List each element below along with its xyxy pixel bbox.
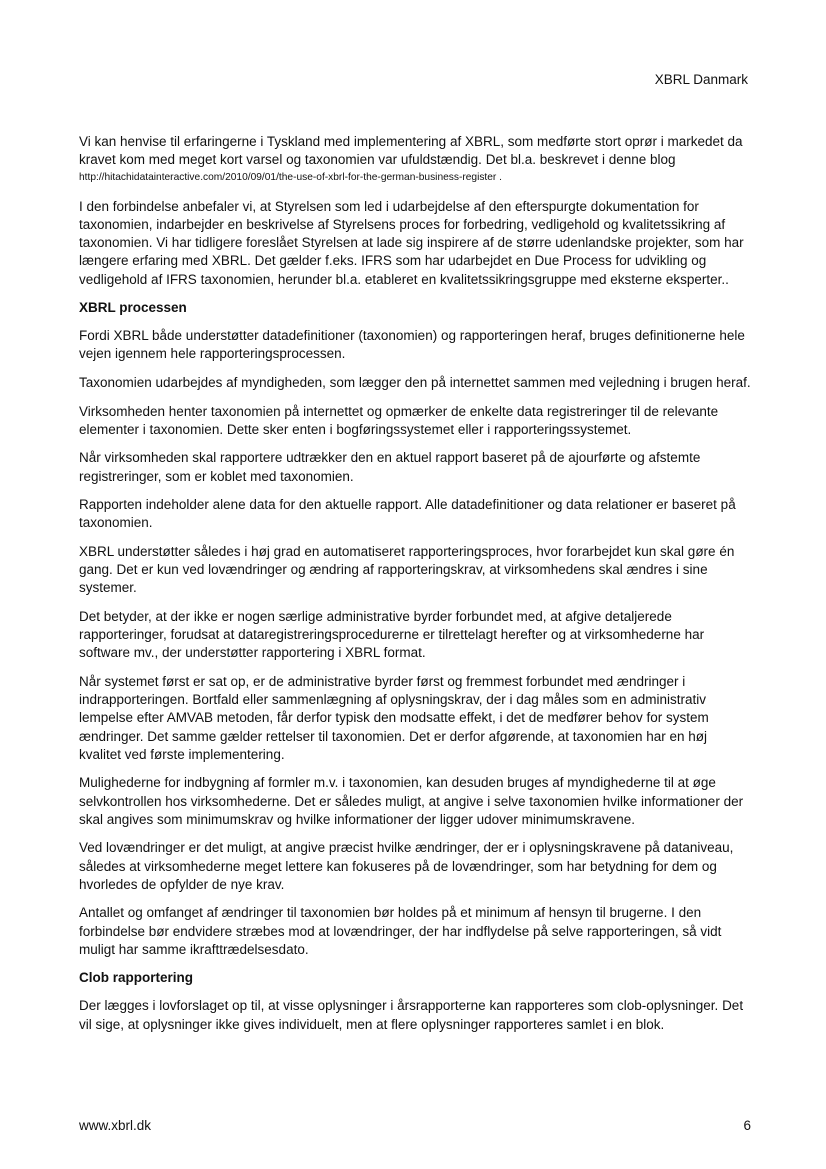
- section-heading-xbrl-processen: XBRL processen: [79, 300, 187, 316]
- intro-paragraph-1-text: Vi kan henvise til erfaringerne i Tyskland med implementering af XBRL, som medførte stort oprør i markedet da kravet kom med meget kort varsel og taxonomien var ufuldstændig. Det bl.a. beskrevet i denne blog: [79, 134, 743, 168]
- footer-website: www.xbrl.dk: [79, 1118, 152, 1133]
- section1-paragraph: Rapporten indeholder alene data for den aktuelle rapport. Alle datadefinitioner og data relationer er baseret på taxonomien.: [79, 497, 736, 531]
- document-body: [79, 133, 751, 1044]
- section-heading-clob-rapportering: Clob rapportering: [79, 970, 193, 986]
- section1-paragraph: Mulighederne for indbygning af formler m.v. i taxonomien, kan desuden bruges af myndighederne til at øge selvkontrollen hos virksomhederne. Det er således muligt, at angive i selve taxonomien hvilke informationer der skal angives som minimumskrav og hvilke informationer der ligger udover minimumskravene.: [79, 775, 744, 827]
- section1-paragraph: Antallet og omfanget af ændringer til taxonomien bør holdes på et minimum af hensyn til brugerne. I den forbindelse bør endvidere stræbes mod at lovændringer, der har indflydelse på selve rapporteringen, så vidt muligt har samme ikrafttrædelsesdato.: [79, 905, 722, 957]
- footer-page-number: 6: [743, 1118, 751, 1133]
- section1-paragraph: Når systemet først er sat op, er de administrative byrder først og fremmest forbundet med ændringer i indrapporteringen. Bortfald eller sammenlægning af oplysningskrav, der i dag måles som en administrativ lempelse efter AMVAB metoden, får derfor typisk den modsatte effekt, i det de medfører behov for system ændringer. Det samme gælder rettelser til taxonomien. Det er derfor afgørende, at taxonomien har en høj kvalitet ved første implementering.: [79, 673, 709, 762]
- section1-paragraph: Det betyder, at der ikke er nogen særlige administrative byrder forbundet med, at afgive detaljerede rapporteringer, forudsat at dataregistreringsprocedurerne er tilrettelagt herefter og at virksomhederne har software mv., der understøtter rapportering i XBRL format.: [79, 608, 705, 661]
- section1-paragraph: Når virksomheden skal rapportere udtrækker den en aktuel rapport baseret på de ajourførte og afstemte registreringer, som er koblet med taxonomien.: [79, 450, 701, 484]
- section1-paragraph: Ved lovændringer er det muligt, at angive præcist hvilke ændringer, der er i oplysningskravene på dataniveau, således at virksomhederne meget lettere kan fokuseres på de lovændringer, som har betydning for dem og hvorledes de opfylder de nye krav.: [79, 840, 734, 892]
- intro-paragraph-2: I den forbindelse anbefaler vi, at Styrelsen som led i udarbejdelse af den efterspurgte dokumentation for taxonomien, indarbejder en beskrivelse af Styrelsens proces for forbedring, vedligehold og kvalitetssikring af taxonomien. Vi har tidligere foreslået Styrelsen at lade sig inspirere af de større udenlandske projekter, som har længere erfaring med XBRL. Det gælder f.eks. IFRS som har udarbejdet en Due Process for udvikling og vedligehold af IFRS taxonomien, herunder bl.a. etableret en kvalitetssikringsgruppe med eksterne eksperter..: [79, 198, 744, 287]
- page-header-title: XBRL Danmark: [654, 72, 748, 87]
- intro-paragraph-1: [79, 133, 751, 187]
- section1-paragraph: XBRL understøtter således i høj grad en automatiseret rapporteringsproces, hvor forarbejdet kun skal gøre én gang. Det er kun ved lovændringer og ændring af rapporteringskrav, at virksomhedens skal ændres i sine systemer.: [79, 543, 735, 596]
- section1-paragraph: Virksomheden henter taxonomien på internettet og opmærker de enkelte data registreringer til de relevante elementer i taxonomien. Dette sker enten i bogføringssystemet eller i rapporteringssystemet.: [79, 403, 719, 437]
- section2-paragraph: Der lægges i lovforslaget op til, at visse oplysninger i årsrapporterne kan rapporteres som clob-oplysninger. Det vil sige, at oplysninger ikke gives individuelt, men at flere oplysninger rapporteres samlet i en blok.: [79, 998, 744, 1032]
- section1-paragraph: Taxonomien udarbejdes af myndigheden, som lægger den på internettet sammen med vejledning i brugen heraf.: [79, 375, 751, 390]
- blog-url: http://hitachidatainteractive.com/2010/09/01/the-use-of-xbrl-for-the-german-business-register .: [79, 172, 502, 184]
- section1-paragraph: Fordi XBRL både understøtter datadefinitioner (taxonomien) og rapporteringen heraf, bruges definitionerne hele vejen igennem hele rapporteringsprocessen.: [79, 328, 745, 362]
